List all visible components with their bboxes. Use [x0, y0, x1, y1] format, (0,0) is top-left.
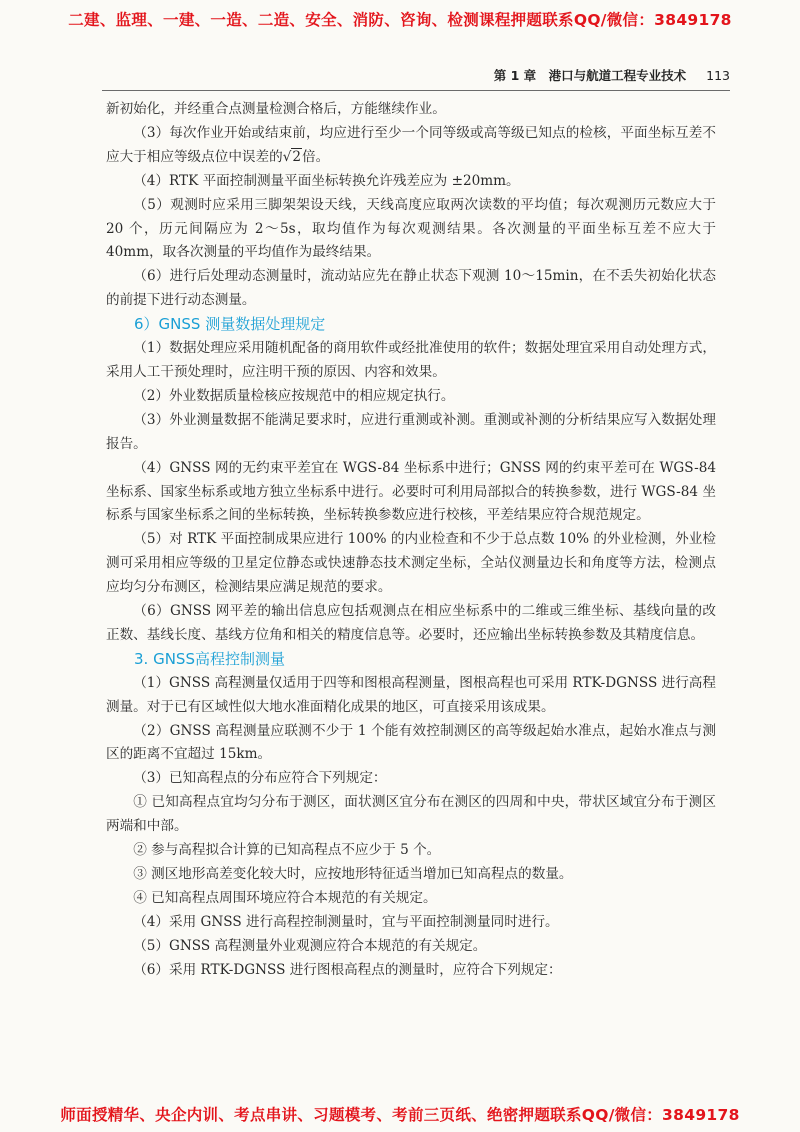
header-rule — [102, 90, 730, 91]
running-header — [494, 66, 730, 84]
height-rule-5: （5）GNSS 高程测量外业观测应符合本规范的有关规定。 — [133, 937, 487, 954]
height-rule-6: （6）采用 RTK-DGNSS 进行图根高程点的测量时，应符合下列规定： — [133, 961, 562, 978]
paragraph-continued: 新初始化，并经重合点测量检测合格后，方能继续作业。 — [106, 101, 446, 117]
height-rule-4: （4）采用 GNSS 进行高程控制测量时，宜与平面控制测量同时进行。 — [133, 913, 559, 930]
data-rule-1: （1）数据处理应采用随机配备的商用软件或经批准使用的软件；数据处理宜采用自动处理方式，采用人工干预处理时，应注明干预的原因、内容和效果。 — [106, 340, 716, 380]
height-rule-1: （1）GNSS 高程测量仅适用于四等和图根高程测量，图根高程也可采用 RTK-DGNSS 进行高程测量。对于已有区域性似大地水准面精化成果的地区，可直接采用该成果。 — [106, 674, 716, 715]
section-heading-data-processing: 6）GNSS 测量数据处理规定 — [134, 315, 326, 334]
paragraph-3-text: （3）每次作业开始或结束前，均应进行至少一个同等级或高等级已知点的检核，平面坐标互差不应大于相应等级点位中误差的 — [106, 124, 716, 165]
data-rule-5: （5）对 RTK 平面控制成果应进行 100% 的内业检查和不少于总点数 10% 的外业检测，外业检测可采用相应等级的卫星定位静态或快速静态技术测定坐标，全站仪测量边长和角度等方法，检测点应均匀分布测区，检测结果应满足规范的要求。 — [106, 531, 716, 596]
paragraph-4: （4）RTK 平面控制测量平面坐标转换允许残差应为 ±20mm。 — [133, 172, 520, 189]
page-number: 113 — [706, 68, 730, 83]
paragraph-5: （5）观测时应采用三脚架架设天线，天线高度应取两次读数的平均值；每次观测历元数应大于 20 个，历元间隔应为 2～5s，取均值作为每次观测结果。各次测量的平面坐标互差不应大于 40mm，取各次测量的平均值作为最终结果。 — [106, 196, 716, 261]
height-subrule-3: ③ 测区地形高差变化较大时，应按地形特征适当增加已知高程点的数量。 — [133, 866, 573, 882]
chapter-title: 第 1 章 港口与航道工程专业技术 — [493, 68, 687, 83]
sqrt-radicand: 2 — [292, 148, 302, 165]
bottom-promo-banner: 师面授精华、央企内训、考点串讲、习题模考、考前三页纸、绝密押题联系QQ/微信：3849178 — [60, 1106, 740, 1124]
data-rule-6: （6）GNSS 网平差的输出信息应包括观测点在相应坐标系中的二维或三维坐标、基线向量的改正数、基线长度、基线方位角和相关的精度信息等。必要时，还应输出坐标转换参数及其精度信息。 — [106, 603, 716, 643]
section-heading-gnss-height: 3. GNSS高程控制测量 — [134, 649, 285, 668]
sqrt-symbol: √2 — [282, 148, 302, 165]
height-rule-2: （2）GNSS 高程测量应联测不少于 1 个能有效控制测区的高等级起始水准点，起始水准点与测区的距离不宜超过 15km。 — [106, 722, 716, 763]
height-rule-3: （3）已知高程点的分布应符合下列规定： — [133, 770, 387, 787]
paragraph-3-tail: 倍。 — [302, 148, 330, 165]
paragraph-3 — [106, 122, 716, 170]
height-subrule-2: ② 参与高程拟合计算的已知高程点不应少于 5 个。 — [133, 842, 441, 859]
height-subrule-1: ① 已知高程点宜均匀分布于测区，面状测区宜分布在测区的四周和中央，带状区域宜分布于测区两端和中部。 — [106, 794, 716, 835]
paragraph-6: （6）进行后处理动态测量时，流动站应先在静止状态下观测 10～15min，在不丢失初始化状态的前提下进行动态测量。 — [106, 268, 716, 309]
data-rule-3: （3）外业测量数据不能满足要求时，应进行重测或补测。重测或补测的分析结果应写入数据处理报告。 — [106, 411, 716, 452]
data-rule-4: （4）GNSS 网的无约束平差宜在 WGS-84 坐标系中进行；GNSS 网的约束平差可在 WGS-84 坐标系、国家坐标系或地方独立坐标系中进行。必要时可利用局部拟合的转换参数，进行 WGS-84 坐标系与国家坐标系之间的坐标转换，坐标转换参数应进行校核，平差结果应符合规范规定。 — [106, 459, 716, 524]
data-rule-2: （2）外业数据质量检核应按规范中的相应规定执行。 — [133, 387, 455, 404]
top-promo-banner: 二建、监理、一建、一造、二造、安全、消防、咨询、检测课程押题联系QQ/微信：3849178 — [68, 11, 732, 29]
height-subrule-4: ④ 已知高程点周围环境应符合本规范的有关规定。 — [133, 889, 437, 906]
page-body — [106, 98, 716, 983]
